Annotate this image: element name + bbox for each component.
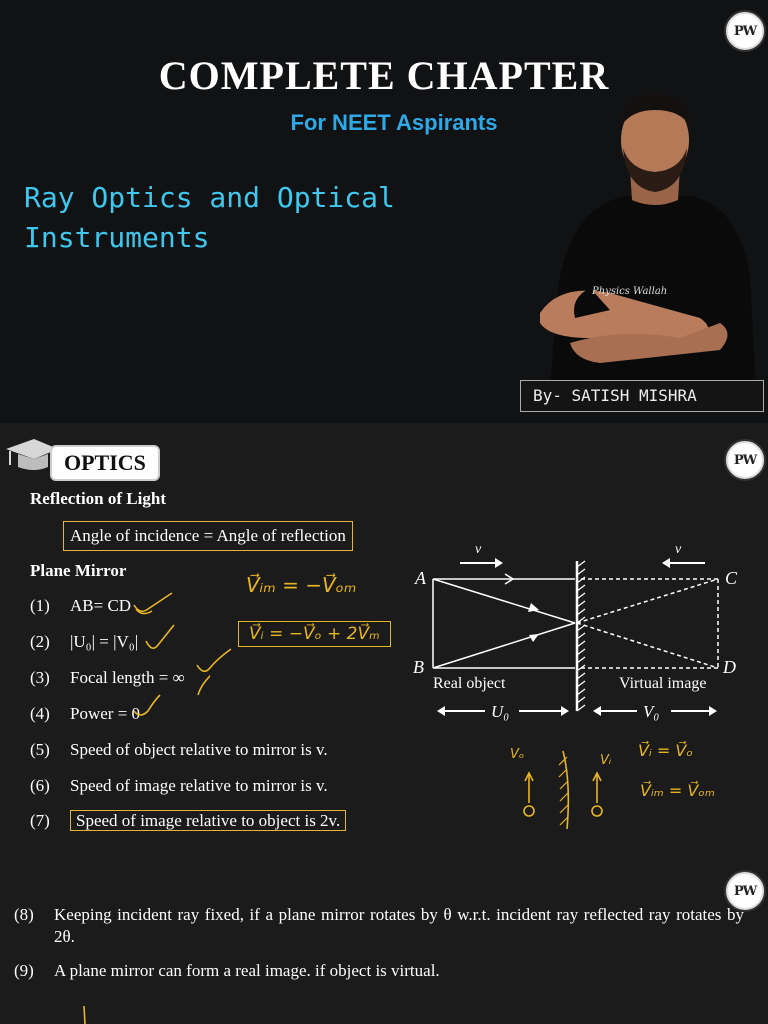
label-v0: V₀ <box>643 702 660 721</box>
pw-logo: PW <box>726 441 764 479</box>
list-item: (6) Speed of image relative to mirror is v. <box>30 776 328 795</box>
list-item: (3) Focal length = ∞ <box>30 668 185 687</box>
optics-slide <box>0 423 768 858</box>
list-item: (9) A plane mirror can form a real image. if object is virtual. <box>14 961 440 980</box>
pw-logo: PW <box>726 872 764 910</box>
handwritten-vi: Vᵢ <box>600 753 612 768</box>
list-item: (7) Speed of image relative to object is 2v. <box>30 811 346 831</box>
label-a: A <box>415 568 426 588</box>
section-heading-plane-mirror: Plane Mirror <box>30 561 127 580</box>
label-b: B <box>413 657 424 677</box>
list-item: (5) Speed of object relative to mirror is v. <box>30 740 328 759</box>
shirt-text: Physics Wallah <box>592 286 668 297</box>
handwritten-sketch <box>505 743 635 833</box>
label-v-left: v <box>475 542 482 557</box>
plane-mirror-diagram <box>405 533 755 733</box>
list-item: (1) AB= CD <box>30 596 132 615</box>
byline: By- SATISH MISHRA <box>520 380 764 412</box>
subtitle: For NEET Aspirants <box>290 110 498 135</box>
handwritten-eq-2: V⃗ᵢ = −V⃗ₒ + 2V⃗ₘ <box>238 621 391 647</box>
handwritten-eq-1: V⃗ᵢₘ = −V⃗ₒₘ <box>246 573 357 597</box>
label-c: C <box>725 568 738 588</box>
cover-slide <box>0 0 768 423</box>
chapter-title <box>24 178 494 258</box>
teacher-photo <box>530 88 760 388</box>
label-u0: U₀ <box>491 702 510 721</box>
handwritten-eq-3: V⃗ᵢ = V⃗ₒ <box>638 741 693 760</box>
highlight-box: Speed of image relative to object is 2v. <box>70 810 346 831</box>
section-heading-reflection: Reflection of Light <box>30 489 166 508</box>
tick-mark <box>195 643 235 683</box>
label-real-object: Real object <box>433 675 506 692</box>
page-title: COMPLETE CHAPTER <box>158 53 610 98</box>
label-d: D <box>723 657 736 677</box>
list-item: (2) |U₀| = |V₀| <box>30 632 139 651</box>
pw-logo: PW <box>726 12 764 50</box>
list-item: (4) Power = 0 <box>30 704 141 723</box>
chapter-title-line1: Ray Optics and Optical <box>24 181 395 214</box>
list-item: (8) Keeping incident ray fixed, if a plane mirror rotates by θ w.r.t. incident ray reflected ray rotates by 2θ. <box>14 905 744 946</box>
optics-tag: OPTICS <box>50 445 160 481</box>
law-of-reflection-box: Angle of incidence = Angle of reflection <box>63 521 353 551</box>
label-virtual-image: Virtual image <box>619 675 707 692</box>
label-v-right: v <box>675 542 682 557</box>
handwritten-eq-4: V⃗ᵢₘ = V⃗ₒₘ <box>640 781 715 800</box>
chapter-title-line2: Instruments <box>24 221 210 254</box>
handwritten-vo: Vₒ <box>510 747 525 762</box>
continued-slide <box>0 858 768 1024</box>
pen-stroke <box>80 1006 90 1024</box>
